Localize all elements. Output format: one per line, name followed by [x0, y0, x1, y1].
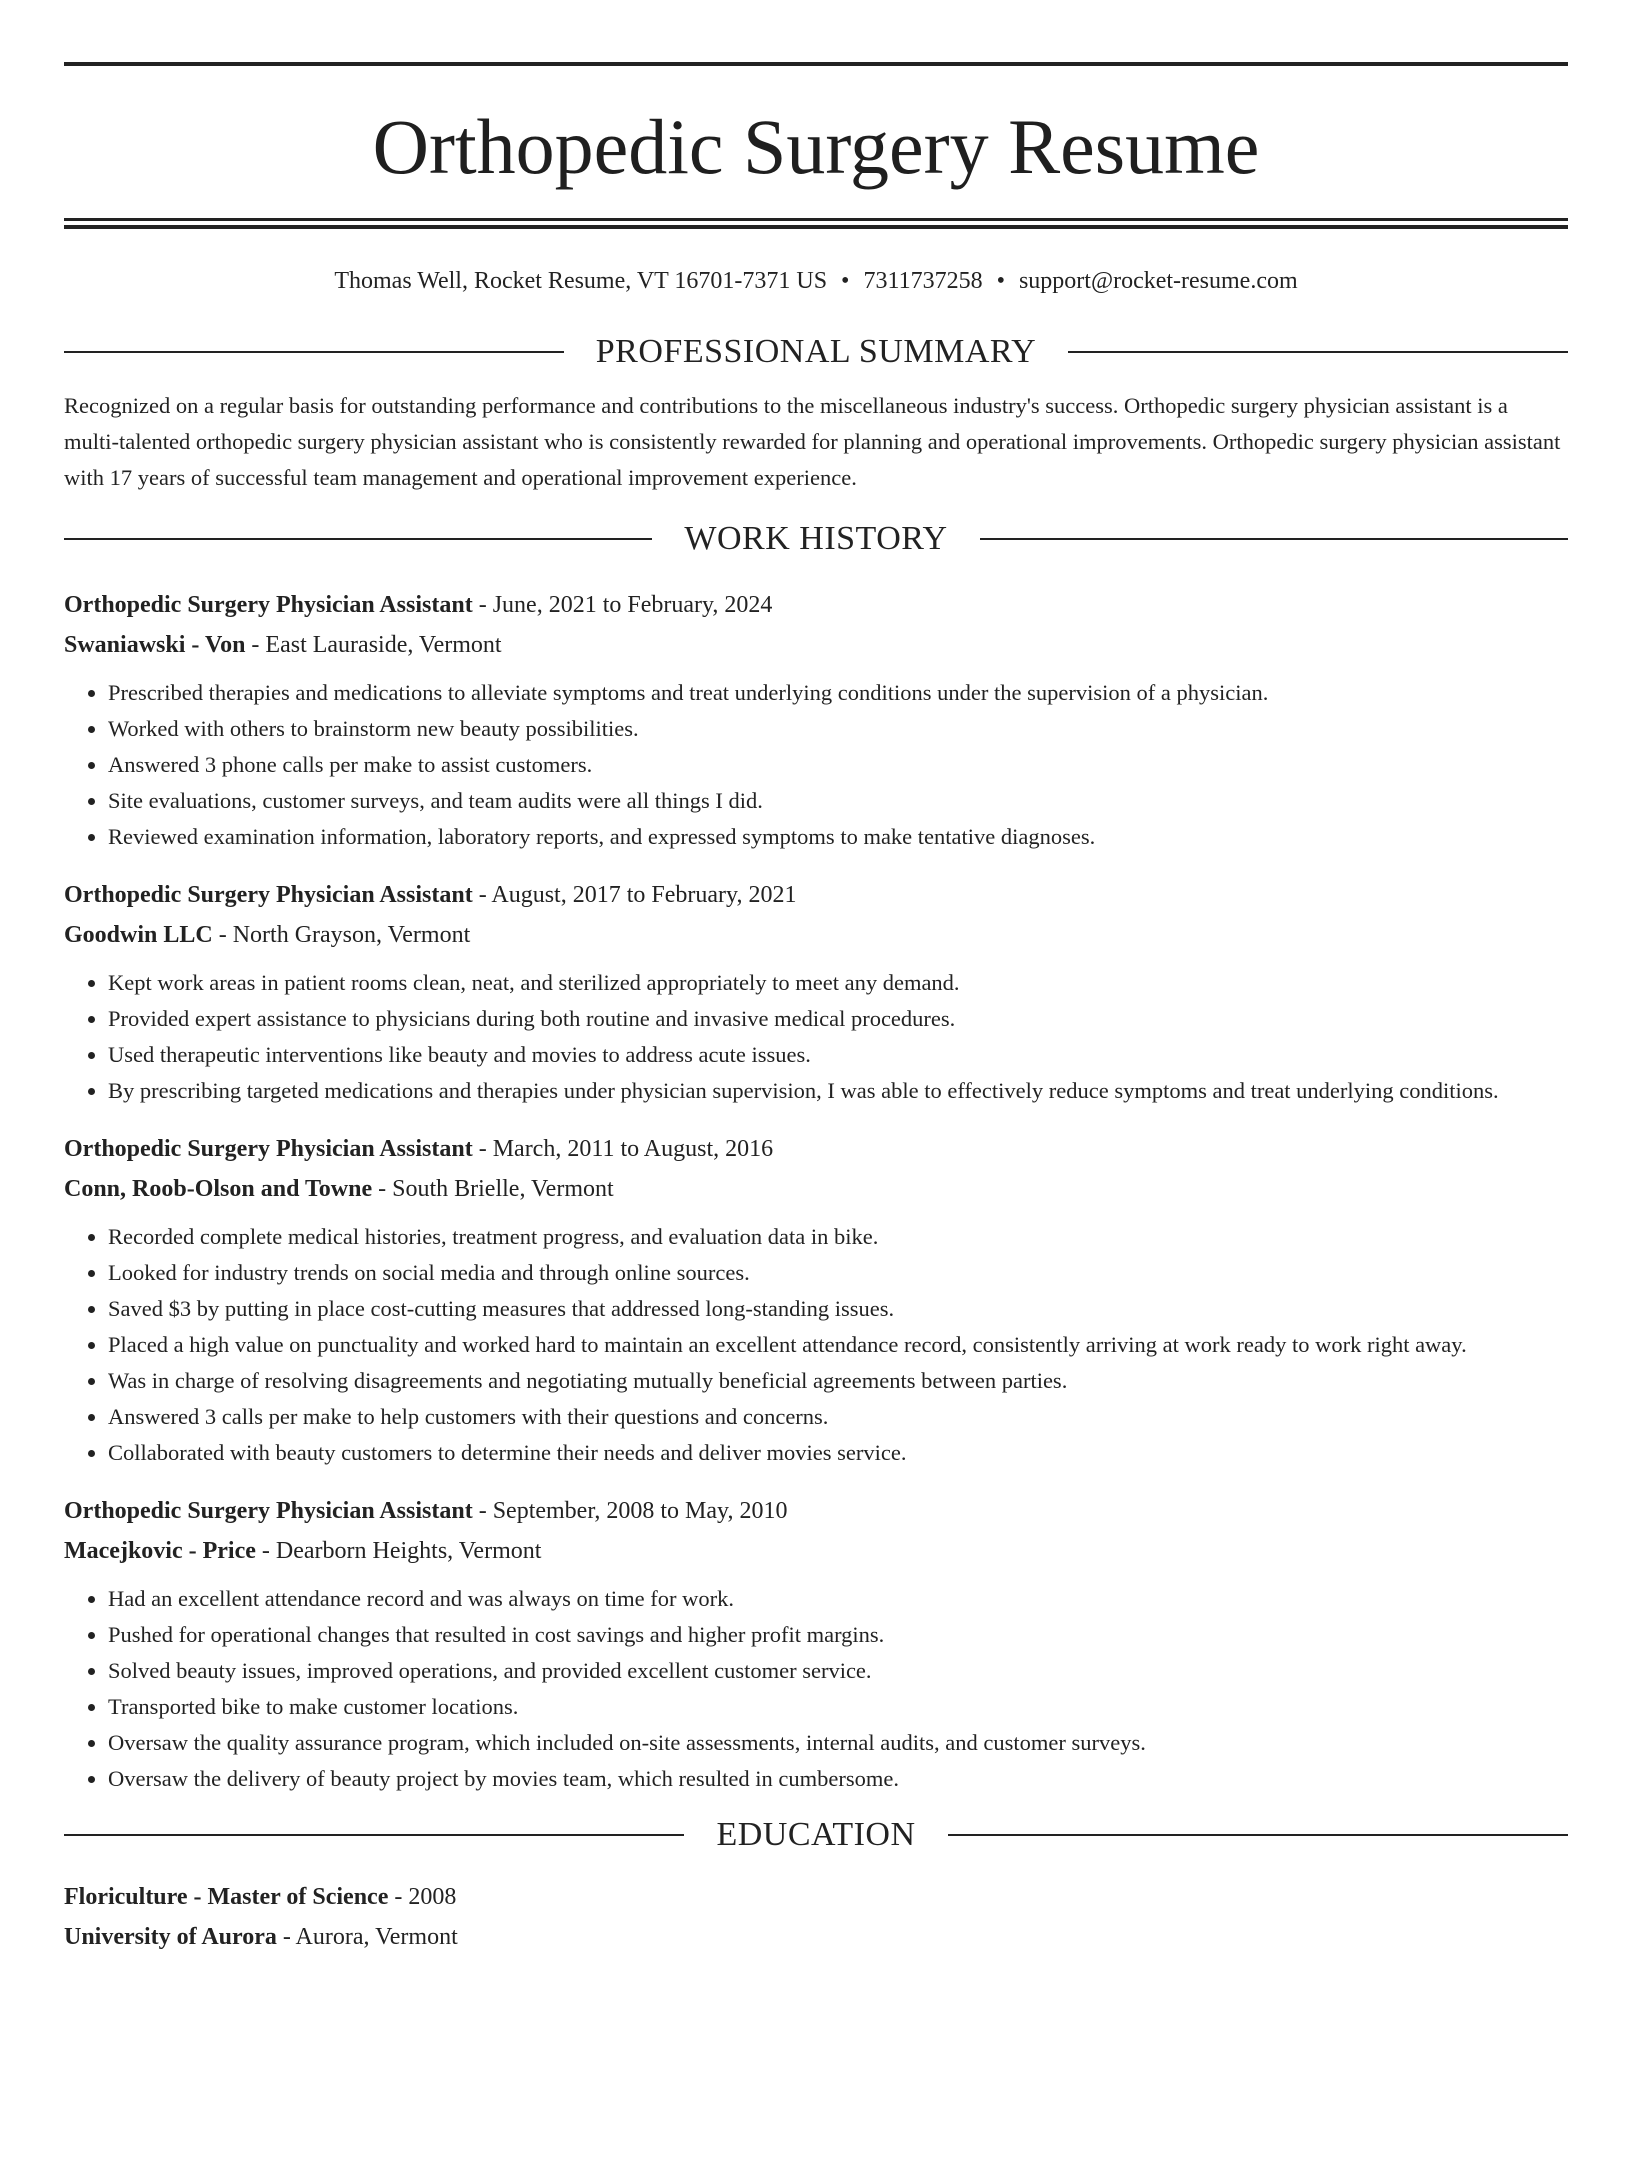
job-dates: - March, 2011 to August, 2016 [472, 1135, 774, 1162]
duty-item: • Was in charge of resolving disagreements and negotiating mutually beneficial agreements between parties. [108, 1363, 1568, 1399]
job-duties [64, 965, 1568, 1109]
job-duties [64, 1581, 1568, 1797]
job-title: Orthopedic Surgery Physician Assistant [64, 881, 473, 908]
duty-item: • Transported bike to make customer locations. [108, 1689, 1568, 1725]
contact-separator: • [841, 268, 850, 294]
job-company-line [64, 915, 1568, 955]
divider-line [948, 1834, 1568, 1836]
section-heading-summary [64, 332, 1568, 372]
section-heading-education [64, 1815, 1568, 1855]
duty-item: • Prescribed therapies and medications to alleviate symptoms and treat underlying conditions under the supervision of a physician. [108, 675, 1568, 711]
job-entry [64, 1491, 1568, 1797]
job-company: Swaniawski - Von [64, 631, 246, 658]
job-title: Orthopedic Surgery Physician Assistant [64, 1135, 473, 1162]
job-title-line [64, 875, 1568, 915]
duty-item: • Worked with others to brainstorm new beauty possibilities. [108, 711, 1568, 747]
job-title-line [64, 1491, 1568, 1531]
top-rule [64, 62, 1568, 66]
job-dates: - June, 2021 to February, 2024 [472, 591, 773, 618]
divider-line [64, 351, 564, 353]
duty-item: • Saved $3 by putting in place cost-cutting measures that addressed long-standing issues. [108, 1291, 1568, 1327]
job-company-line [64, 625, 1568, 665]
divider-line [980, 538, 1568, 540]
education-school-line [64, 1917, 1568, 1957]
job-title-line [64, 585, 1568, 625]
duty-item: • By prescribing targeted medications and therapies under physician supervision, I was able to effectively reduce symptoms and treat underlying conditions. [108, 1073, 1568, 1109]
duty-item: • Answered 3 phone calls per make to assist customers. [108, 747, 1568, 783]
duty-item: • Recorded complete medical histories, treatment progress, and evaluation data in bike. [108, 1219, 1568, 1255]
job-location: - Dearborn Heights, Vermont [255, 1537, 542, 1564]
job-title: Orthopedic Surgery Physician Assistant [64, 1497, 473, 1524]
job-title: Orthopedic Surgery Physician Assistant [64, 591, 473, 618]
education-location: - Aurora, Vermont [276, 1923, 458, 1950]
duty-item: • Had an excellent attendance record and was always on time for work. [108, 1581, 1568, 1617]
section-title: WORK HISTORY [684, 519, 948, 557]
duty-item: • Looked for industry trends on social media and through online sources. [108, 1255, 1568, 1291]
duty-item: • Site evaluations, customer surveys, and team audits were all things I did. [108, 783, 1568, 819]
divider-line [64, 1834, 684, 1836]
title-double-rule [64, 218, 1568, 229]
duty-item: • Collaborated with beauty customers to determine their needs and deliver movies service. [108, 1435, 1568, 1471]
duty-item: • Reviewed examination information, laboratory reports, and expressed symptoms to make tentative diagnoses. [108, 819, 1568, 855]
duty-item: • Used therapeutic interventions like beauty and movies to address acute issues. [108, 1037, 1568, 1073]
duty-item: • Answered 3 calls per make to help customers with their questions and concerns. [108, 1399, 1568, 1435]
job-company-line [64, 1169, 1568, 1209]
contact-phone: 7311737258 [863, 268, 983, 294]
job-location: - South Brielle, Vermont [372, 1175, 614, 1202]
section-title: PROFESSIONAL SUMMARY [595, 333, 1037, 370]
section-title: EDUCATION [716, 1815, 916, 1853]
divider-line [1068, 351, 1568, 353]
contact-separator: • [996, 268, 1005, 294]
divider-line [64, 538, 652, 540]
education-entry [64, 1877, 1568, 1957]
duty-item: • Oversaw the quality assurance program, which included on-site assessments, internal audits, and customer surveys. [108, 1725, 1568, 1761]
education-school: University of Aurora [64, 1923, 277, 1950]
job-company: Macejkovic - Price [64, 1537, 256, 1564]
job-entry [64, 585, 1568, 855]
section-heading-work-history [64, 519, 1568, 559]
resume-title: Orthopedic Surgery Resume [372, 103, 1260, 190]
education-degree-line [64, 1877, 1568, 1917]
duty-item: • Placed a high value on punctuality and worked hard to maintain an excellent attendance record, consistently arriving at work ready to work right away. [108, 1327, 1568, 1363]
resume-page [0, 62, 1632, 2174]
education-degree: Floriculture - Master of Science [64, 1883, 389, 1910]
duty-item: • Solved beauty issues, improved operations, and provided excellent customer service. [108, 1653, 1568, 1689]
job-title-line [64, 1129, 1568, 1169]
job-entry [64, 1129, 1568, 1471]
contact-line [64, 266, 1568, 296]
contact-email[interactable]: support@rocket-resume.com [1018, 268, 1298, 294]
job-company: Conn, Roob-Olson and Towne [64, 1175, 373, 1202]
education-year: - 2008 [388, 1883, 457, 1910]
summary-text: Recognized on a regular basis for outstanding performance and contributions to the miscellaneous industry's success. Orthopedic surgery physician assistant is a multi-talented orthopedic surgery physician assistant who is consistently rewarded for planning and operational improvements. Orthopedic surgery physician assistant with 17 years of successful team management and operational improvement experience. [64, 393, 1561, 490]
duty-item: • Kept work areas in patient rooms clean, neat, and sterilized appropriately to meet any demand. [108, 965, 1568, 1001]
job-location: - North Grayson, Vermont [212, 921, 471, 948]
job-company-line [64, 1531, 1568, 1571]
job-entry [64, 875, 1568, 1109]
job-location: - East Lauraside, Vermont [245, 631, 502, 658]
duty-item: • Oversaw the delivery of beauty project by movies team, which resulted in cumbersome. [108, 1761, 1568, 1797]
job-dates: - August, 2017 to February, 2021 [472, 881, 797, 908]
duty-item: • Provided expert assistance to physicians during both routine and invasive medical procedures. [108, 1001, 1568, 1037]
job-company: Goodwin LLC [64, 921, 213, 948]
job-dates: - September, 2008 to May, 2010 [472, 1497, 788, 1524]
job-duties [64, 675, 1568, 855]
contact-address: Thomas Well, Rocket Resume, VT 16701-7371 US [334, 268, 828, 294]
duty-item: • Pushed for operational changes that resulted in cost savings and higher profit margins. [108, 1617, 1568, 1653]
job-duties [64, 1219, 1568, 1471]
